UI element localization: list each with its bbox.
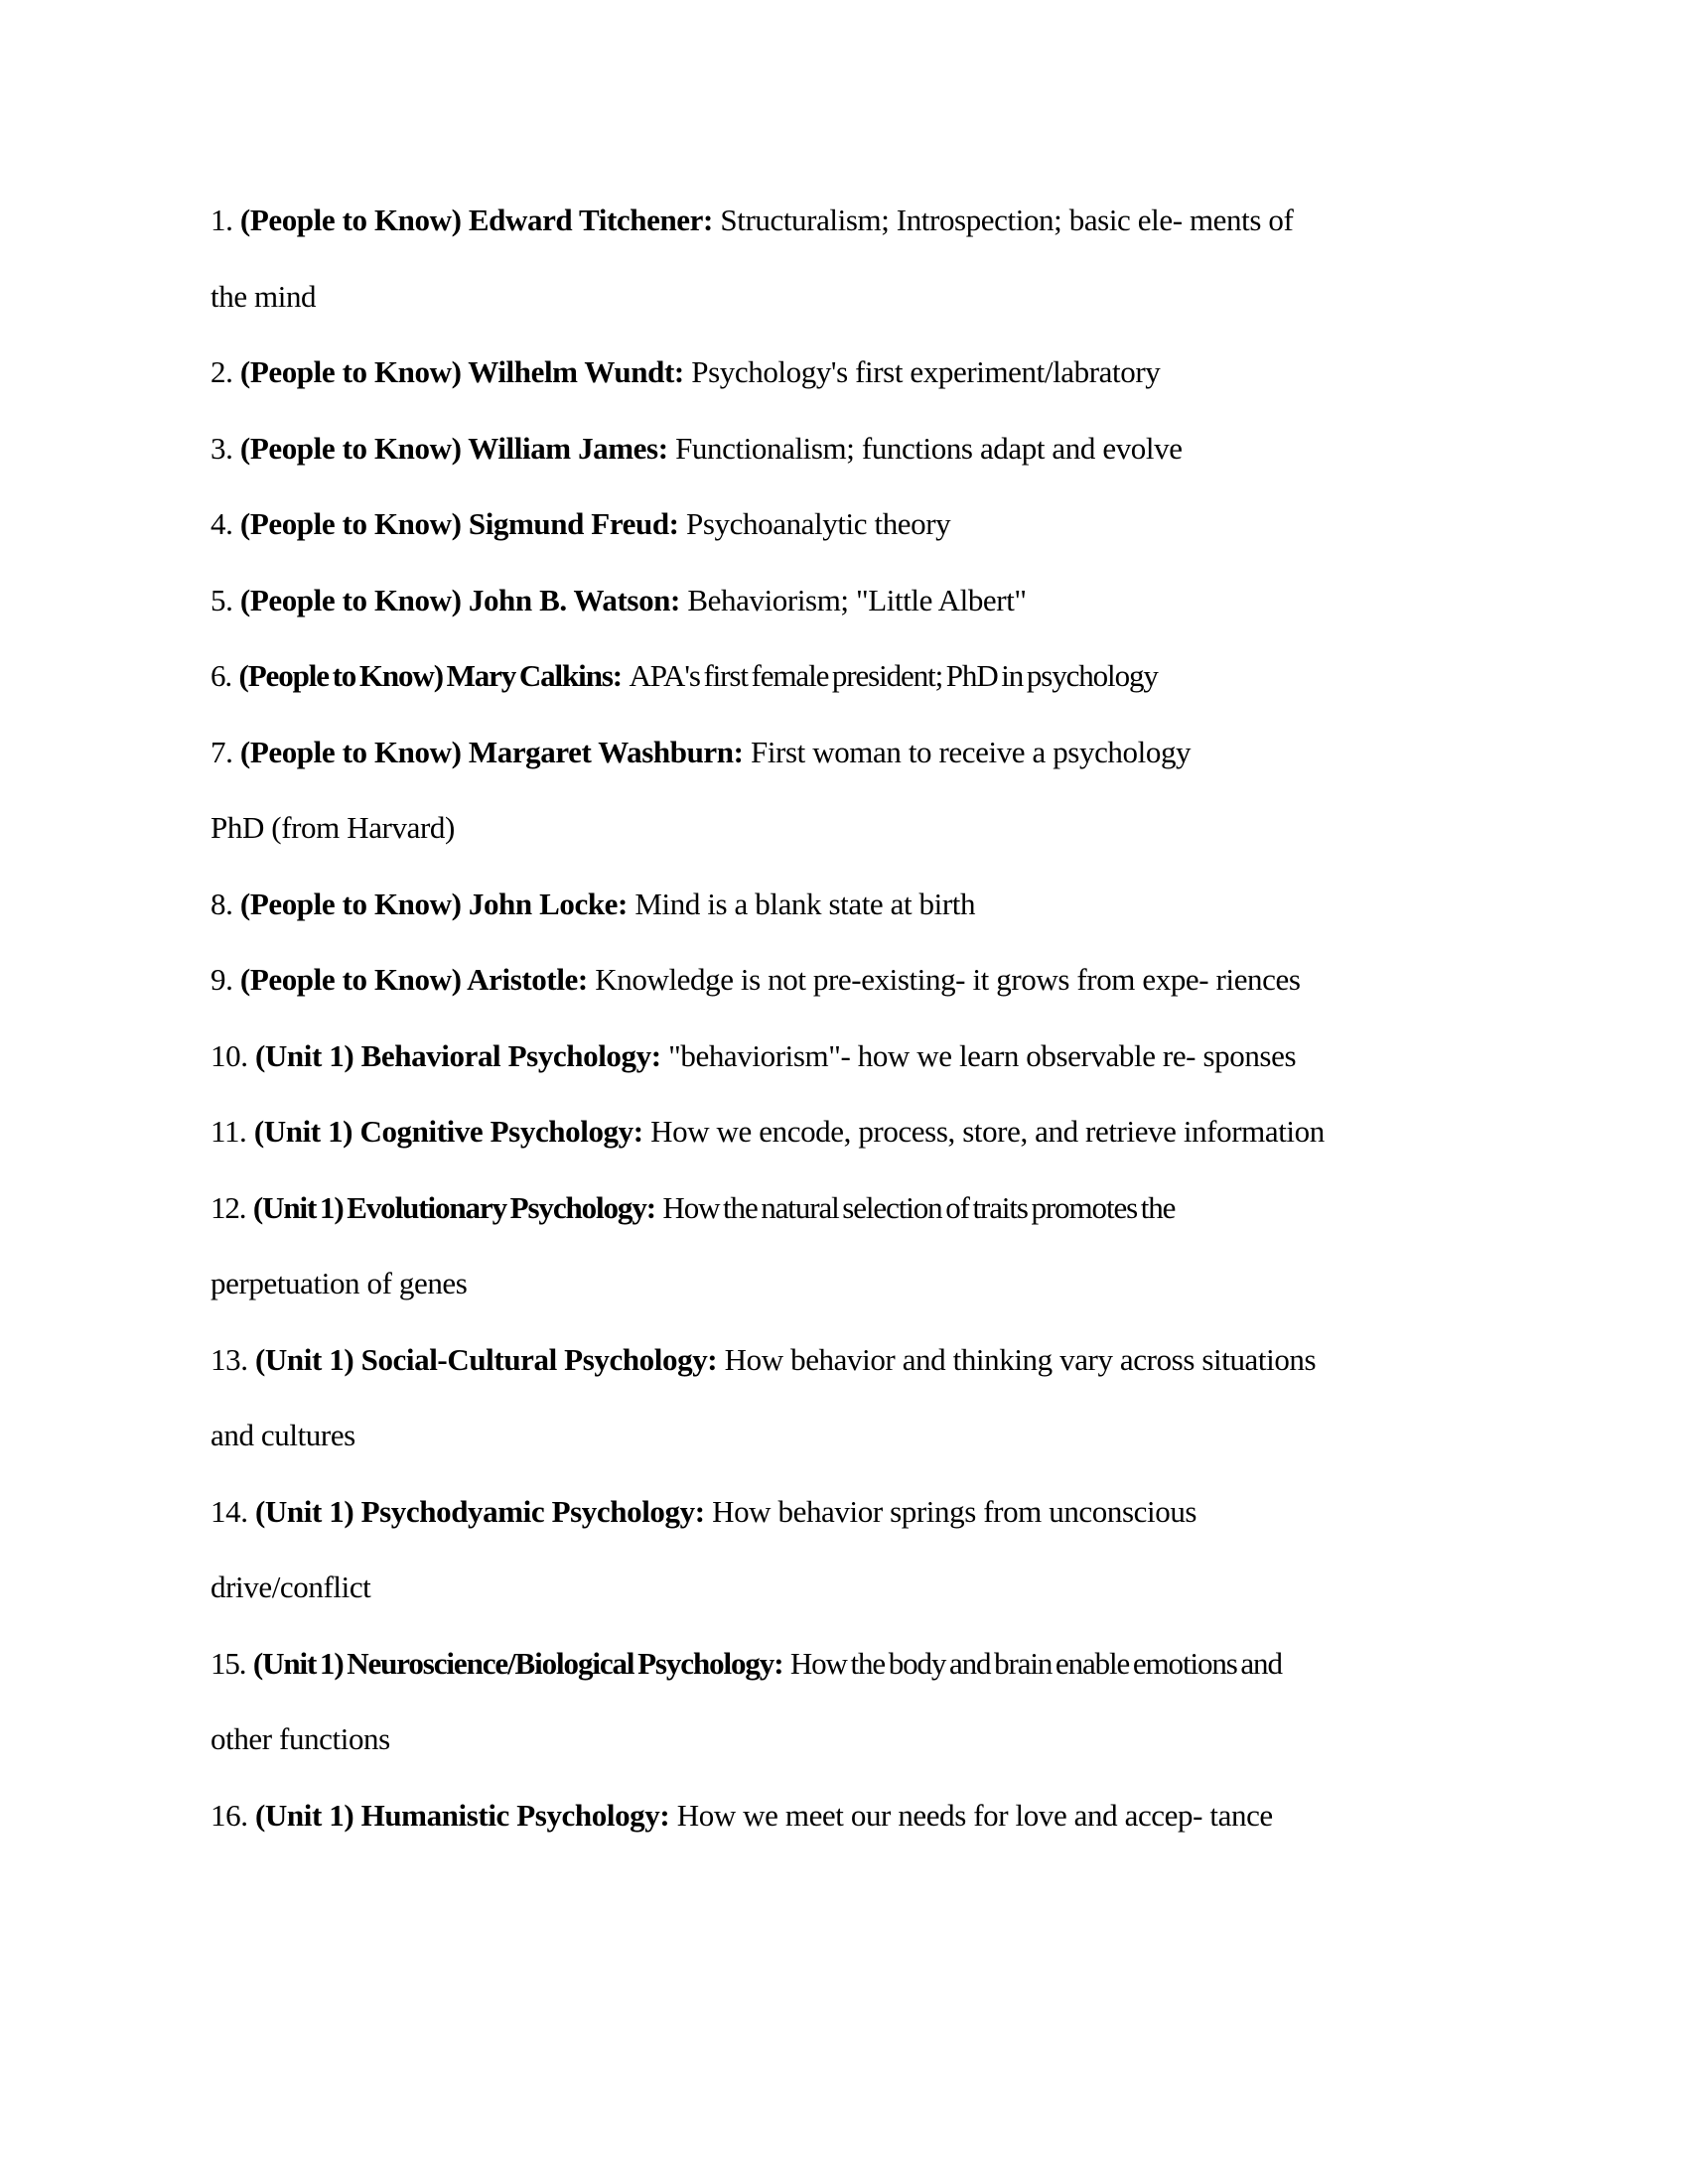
item-definition: How the natural selection of traits promotes the [662,1189,1176,1225]
item-definition-continued: drive/conflict [211,1570,371,1604]
list-item [211,1322,1501,1474]
item-term: (People to Know) Mary Calkins: [238,658,623,693]
list-item [211,1474,1501,1626]
item-definition-continued: the mind [211,278,317,314]
item-number: 1. [211,203,233,237]
item-definition-continued: PhD (from Harvard) [211,810,455,845]
list-item [211,1170,1501,1322]
item-definition: APA's first female president; PhD in psychology [629,658,1158,693]
list-item [211,1778,1501,1854]
item-term: (People to Know) Edward Titchener: [239,203,713,237]
list-item [211,183,1501,335]
item-term: (Unit 1) Evolutionary Psychology: [252,1189,655,1225]
item-definition: "behaviorism"- how we learn observable re- sponses [668,1037,1297,1073]
item-number: 7. [211,734,233,769]
item-number: 16. [211,1797,248,1833]
item-term: (People to Know) William James: [239,430,668,466]
item-definition: How behavior springs from unconscious [712,1493,1197,1529]
list-item [211,867,1501,943]
item-term: (Unit 1) Behavioral Psychology: [255,1037,661,1073]
document-page [211,183,1501,1853]
item-definition: First woman to receive a psychology [751,734,1192,769]
item-definition: Behaviorism; "Little Albert" [687,582,1027,617]
list-item [211,563,1501,639]
item-number: 4. [211,506,233,541]
item-number: 10. [211,1037,248,1073]
list-item [211,335,1501,411]
item-number: 11. [211,1114,247,1149]
list-item [211,1019,1501,1095]
item-number: 6. [211,658,232,693]
list-item [211,638,1501,715]
item-term: (Unit 1) Psychodyamic Psychology: [255,1493,705,1529]
item-term: (People to Know) Wilhelm Wundt: [239,354,684,389]
item-definition: How we meet our needs for love and accep- tance [676,1797,1273,1833]
item-term: (People to Know) John Locke: [239,886,628,921]
item-definition-continued: other functions [211,1721,390,1756]
list-item [211,1094,1501,1170]
item-number: 8. [211,886,233,921]
item-definition: Psychology's first experiment/labratory [691,354,1161,389]
item-term: (Unit 1) Neuroscience/Biological Psychology: [252,1645,783,1681]
item-term: (People to Know) Sigmund Freud: [239,506,679,541]
item-definition: Mind is a blank state at birth [634,886,976,921]
list-item [211,486,1501,563]
item-term: (Unit 1) Humanistic Psychology: [255,1797,670,1833]
list-item [211,715,1501,867]
item-number: 2. [211,354,233,389]
item-number: 14. [211,1493,248,1529]
item-number: 12. [211,1189,246,1225]
item-definition: How we encode, process, store, and retrieve information [650,1114,1325,1149]
list-item [211,411,1501,487]
item-number: 15. [211,1645,246,1681]
item-number: 5. [211,582,233,617]
item-definition: How the body and brain enable emotions and [789,1645,1282,1681]
item-term: (People to Know) Aristotle: [239,962,588,997]
item-definition: Psychoanalytic theory [686,506,951,541]
item-definition-continued: perpetuation of genes [211,1266,468,1300]
item-term: (Unit 1) Social-Cultural Psychology: [255,1341,718,1377]
list-item [211,1626,1501,1778]
item-term: (People to Know) John B. Watson: [239,582,680,617]
item-number: 9. [211,962,233,997]
item-definition-continued: and cultures [211,1418,355,1452]
list-item [211,942,1501,1019]
item-definition: Functionalism; functions adapt and evolve [675,430,1183,466]
item-number: 3. [211,430,233,466]
item-definition: How behavior and thinking vary across situations [724,1341,1317,1377]
item-term: (Unit 1) Cognitive Psychology: [253,1114,643,1149]
item-definition: Structuralism; Introspection; basic ele- ments of [720,203,1294,237]
item-number: 13. [211,1341,248,1377]
item-definition: Knowledge is not pre-existing- it grows from expe- riences [595,962,1301,997]
item-term: (People to Know) Margaret Washburn: [239,734,744,769]
